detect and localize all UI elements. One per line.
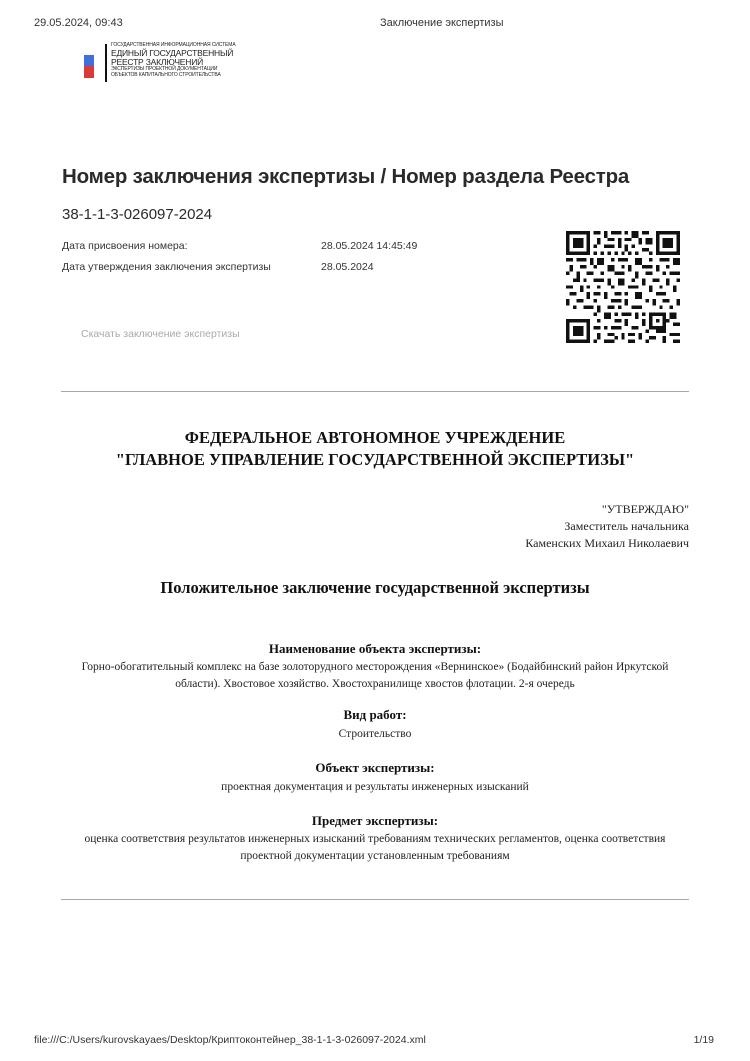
page-title: Номер заключения экспертизы / Номер раздела Реестра (62, 165, 630, 188)
registry-logo (84, 42, 254, 82)
print-page-number: 1/19 (693, 1034, 714, 1046)
download-conclusion-link[interactable]: Скачать заключение экспертизы (81, 328, 240, 340)
section-divider-bottom (61, 899, 689, 900)
qr-code-icon (566, 231, 680, 343)
print-file-path: file:///C:/Users/kurovskayaes/Desktop/Криптоконтейнер_38-1-1-3-026097-2024.xml (34, 1034, 426, 1046)
approver-position: Заместитель начальника (564, 519, 689, 533)
russian-flag-icon (84, 54, 94, 78)
logo-line-1: ГОСУДАРСТВЕННАЯ ИНФОРМАЦИОННАЯ СИСТЕМА (111, 42, 236, 48)
print-page-title: Заключение экспертизы (380, 17, 504, 29)
registry-number: 38-1-1-3-026097-2024 (62, 206, 213, 223)
logo-divider (105, 44, 107, 82)
section-body-work-type: Строительство (338, 728, 412, 740)
logo-line-5: ОБЪЕКТОВ КАПИТАЛЬНОГО СТРОИТЕЛЬСТВА (111, 72, 221, 78)
approval-date-label: Дата утверждения заключения экспертизы (62, 261, 271, 273)
section-body-expertise-subject: оценка соответствия результатов инженерных изысканий требованиям технических регламентов, оценка соответствия проектной документации установленным требованиям (84, 833, 666, 862)
section-heading-work-type: Вид работ: (343, 707, 407, 722)
logo-text (111, 43, 236, 79)
logo-line-3: РЕЕСТР ЗАКЛЮЧЕНИЙ (111, 57, 204, 67)
section-heading-expertise-object: Объект экспертизы: (315, 760, 435, 775)
section-body-expertise-object: проектная документация и результаты инженерных изысканий (221, 781, 529, 793)
section-heading-object-name: Наименование объекта экспертизы: (268, 641, 482, 656)
approval-date-value: 28.05.2024 (321, 261, 374, 273)
logo-line-4: ЭКСПЕРТИЗЫ ПРОЕКТНОЙ ДОКУМЕНТАЦИИ (111, 66, 218, 72)
section-heading-expertise-subject: Предмет экспертизы: (311, 813, 439, 828)
approval-stamp: "УТВЕРЖДАЮ" (601, 502, 689, 516)
logo-line-2: ЕДИНЫЙ ГОСУДАРСТВЕННЫЙ (111, 48, 234, 58)
document-title: Положительное заключение государственной экспертизы (160, 578, 590, 597)
assignment-date-label: Дата присвоения номера: (62, 240, 188, 252)
print-datetime: 29.05.2024, 09:43 (34, 17, 123, 29)
section-divider-top (61, 391, 689, 392)
organization-line-2: "ГЛАВНОЕ УПРАВЛЕНИЕ ГОСУДАРСТВЕННОЙ ЭКСПЕРТИЗЫ" (115, 450, 635, 469)
organization-line-1: ФЕДЕРАЛЬНОЕ АВТОНОМНОЕ УЧРЕЖДЕНИЕ (184, 428, 566, 447)
approver-name: Каменских Михаил Николаевич (525, 536, 689, 550)
assignment-date-value: 28.05.2024 14:45:49 (321, 240, 418, 252)
section-body-object-name: Горно-обогатительный комплекс на базе золоторудного месторождения «Вернинское» (Бодайбинский район Иркутской области). Хвостовое хозяйство. Хвостохранилище хвостов флотации. 2-я очередь (81, 661, 669, 690)
